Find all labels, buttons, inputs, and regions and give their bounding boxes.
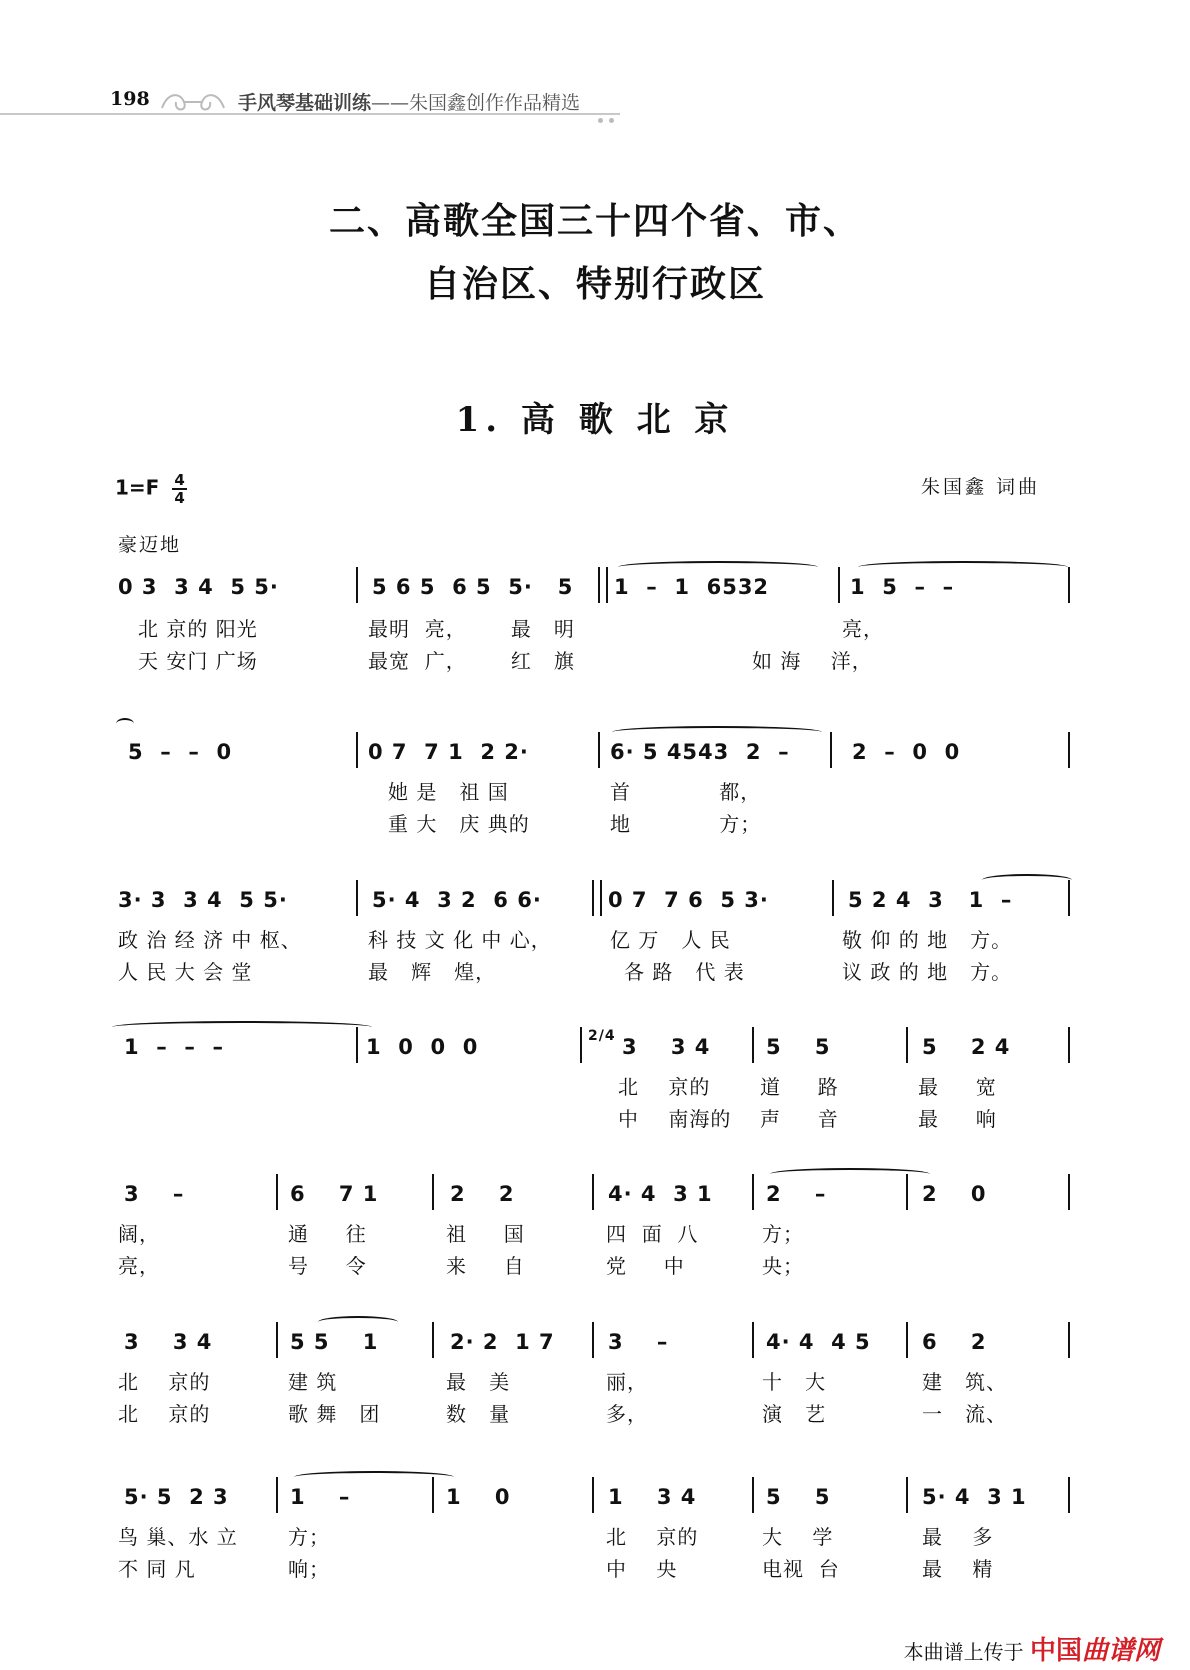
measure: 5 5 — [766, 1485, 831, 1509]
song-title: 1. 高 歌 北 京 — [455, 400, 735, 440]
measure: 5· 5 2 3 — [124, 1485, 229, 1509]
page-number: 198 — [110, 88, 150, 110]
main-title-line2: 自治区、特别行政区 — [423, 263, 766, 305]
measure: 5· 4 3 2 6 6· — [372, 888, 542, 912]
lyric-verse2: 党 中 — [606, 1254, 685, 1278]
slur — [318, 1316, 398, 1328]
slur — [618, 561, 818, 573]
lyric-verse1: 北 京的 — [618, 1075, 711, 1099]
barline — [1068, 1477, 1070, 1513]
lyric-verse2: 一 流、 — [922, 1402, 1008, 1426]
lyric-verse1: 最明 亮， 最 明 — [368, 617, 575, 641]
lyric-verse2: 中 南海的 — [618, 1107, 732, 1131]
lyric-verse1: 大 学 — [762, 1525, 834, 1549]
measure: 1 – – – — [124, 1035, 224, 1059]
lyric-verse1: 最 多 — [922, 1525, 994, 1549]
measure: 3 3 4 — [622, 1035, 711, 1059]
lyric-verse2: 不 同 凡 — [118, 1557, 196, 1581]
barline — [752, 1027, 754, 1063]
measure: 5 2 4 — [922, 1035, 1011, 1059]
barline — [432, 1174, 434, 1210]
barline — [592, 1322, 594, 1358]
measure: 3· 3 3 4 5 5· — [118, 888, 288, 912]
barline — [432, 1322, 434, 1358]
barline — [276, 1322, 278, 1358]
lyric-verse1: 道 路 — [760, 1075, 839, 1099]
main-title-line1: 二、高歌全国三十四个省、市、 — [328, 200, 861, 242]
lyric-verse1: 敬 仰 的 地 方。 — [842, 928, 1013, 952]
book-title — [238, 88, 580, 115]
book-subtitle: ——朱国鑫创作作品精选 — [371, 92, 581, 114]
barline — [906, 1477, 908, 1513]
lyric-verse2: 演 艺 — [762, 1402, 827, 1426]
lyric-verse1: 建 筑、 — [922, 1370, 1008, 1394]
lyric-verse2: 电视 台 — [762, 1557, 840, 1581]
lyric-verse1: 十 大 — [762, 1370, 827, 1394]
slur — [612, 726, 822, 738]
lyric-verse2: 数 量 — [446, 1402, 511, 1426]
barline — [1068, 1322, 1070, 1358]
measure: 5 2 4 3 1 – — [848, 888, 1013, 912]
lyric-verse1: 北 京的 — [118, 1370, 211, 1394]
lyric-verse1: 阔， — [118, 1222, 160, 1246]
measure: 6· 5 4543 2 – — [610, 740, 790, 764]
measure: 2 – — [766, 1182, 827, 1206]
measure: 4· 4 3 1 — [608, 1182, 713, 1206]
measure: 2 – 0 0 — [852, 740, 961, 764]
lyric-verse2: 号 令 — [288, 1254, 367, 1278]
measure: 5 6 5 6 5 5· 5 — [372, 575, 574, 599]
barline — [598, 732, 600, 768]
measure: 1 – 1 6532 — [614, 575, 770, 599]
measure: 4· 4 4 5 — [766, 1330, 871, 1354]
barline — [1068, 1174, 1070, 1210]
lyric-verse1: 丽， — [606, 1370, 648, 1394]
barline — [356, 567, 358, 603]
barline — [356, 732, 358, 768]
key-label: 1=F — [115, 475, 160, 500]
slur — [770, 1168, 930, 1180]
time-sig-bottom: 4 — [174, 489, 185, 507]
lyric-verse1: 最 宽 — [918, 1075, 997, 1099]
slur — [112, 1021, 372, 1033]
time-signature — [172, 472, 186, 506]
barline — [276, 1174, 278, 1210]
lyric-verse1: 方； — [288, 1525, 330, 1549]
barline — [1068, 567, 1070, 603]
slur — [294, 1471, 454, 1483]
barline — [906, 1027, 908, 1063]
slur — [982, 874, 1072, 886]
barline — [592, 1477, 594, 1513]
lyric-verse1: 亮， — [842, 617, 884, 641]
measure: 1 0 — [446, 1485, 511, 1509]
lyric-verse2: 天 安门 广场 — [138, 649, 258, 673]
measure: 5 – – 0 — [128, 740, 233, 764]
lyric-verse1: 首 都， — [610, 780, 762, 804]
slur — [116, 718, 134, 730]
lyric-verse1: 祖 国 — [446, 1222, 525, 1246]
barline — [598, 567, 600, 603]
time-sig-change: 2/4 — [588, 1028, 616, 1044]
measure: 2 0 — [922, 1182, 987, 1206]
measure: 0 3 3 4 5 5· — [118, 575, 279, 599]
measure: 5 5 — [766, 1035, 831, 1059]
lyric-verse2: 最 辉 煌， — [368, 960, 497, 984]
measure: 1 3 4 — [608, 1485, 697, 1509]
header-dots — [598, 108, 620, 127]
lyric-verse1: 她 是 祖 国 — [388, 780, 509, 804]
lyric-verse1: 通 往 — [288, 1222, 367, 1246]
barline — [600, 880, 602, 916]
lyric-verse2: 北 京的 — [118, 1402, 211, 1426]
measure: 3 – — [608, 1330, 669, 1354]
logo-brand: 中国 — [1029, 1636, 1082, 1666]
measure: 3 – — [124, 1182, 185, 1206]
lyric-verse1: 四 面 八 — [606, 1222, 699, 1246]
measure: 0 7 7 6 5 3· — [608, 888, 769, 912]
barline — [606, 567, 608, 603]
measure: 6 7 1 — [290, 1182, 379, 1206]
barline — [838, 567, 840, 603]
lyric-verse1: 方； — [762, 1222, 804, 1246]
lyric-verse2: 地 方； — [610, 812, 762, 836]
lyric-verse2: 中 央 — [606, 1557, 678, 1581]
lyric-verse2: 亮， — [118, 1254, 160, 1278]
book-title-main: 手风琴基础训练 — [238, 92, 372, 114]
barline — [276, 1477, 278, 1513]
time-sig-top: 4 — [174, 471, 185, 489]
lyric-verse1: 北 京的 阳光 — [138, 617, 258, 641]
lyric-verse1: 亿 万 人 民 — [610, 928, 731, 952]
measure: 5· 4 3 1 — [922, 1485, 1027, 1509]
slur — [858, 561, 1068, 573]
barline — [752, 1322, 754, 1358]
lyric-verse1: 建 筑 — [288, 1370, 338, 1394]
lyric-verse1: 科 技 文 化 中 心， — [368, 928, 552, 952]
footer-text: 本曲谱上传于 — [903, 1640, 1024, 1664]
author-credit: 朱国鑫 词曲 — [920, 476, 1040, 498]
measure: 1 – — [290, 1485, 351, 1509]
measure: 2 2 — [450, 1182, 515, 1206]
measure: 1 0 0 0 — [366, 1035, 479, 1059]
tempo-marking: 豪迈地 — [118, 534, 182, 556]
lyric-verse2: 最宽 广， 红 旗 — [368, 649, 575, 673]
lyric-verse2: 最 精 — [922, 1557, 994, 1581]
measure: 2· 2 1 7 — [450, 1330, 555, 1354]
lyric-verse2: 响； — [288, 1557, 330, 1581]
site-logo[interactable] — [1030, 1636, 1160, 1666]
measure: 0 7 7 1 2 2· — [368, 740, 529, 764]
barline — [752, 1174, 754, 1210]
measure: 1 5 – – — [850, 575, 955, 599]
measure: 5 5 1 — [290, 1330, 379, 1354]
lyric-verse2: 议 政 的 地 方。 — [842, 960, 1013, 984]
lyric-verse2: 如 海 洋， — [752, 649, 873, 673]
lyric-verse2: 来 自 — [446, 1254, 525, 1278]
lyric-verse2: 多， — [606, 1402, 648, 1426]
lyric-verse1: 鸟 巢、水 立 — [118, 1525, 238, 1549]
key-signature — [115, 472, 187, 506]
barline — [592, 880, 594, 916]
lyric-verse2: 人 民 大 会 堂 — [118, 960, 253, 984]
lyric-verse1: 北 京的 — [606, 1525, 699, 1549]
lyric-verse1: 最 美 — [446, 1370, 511, 1394]
barline — [356, 1027, 358, 1063]
measure: 3 3 4 — [124, 1330, 213, 1354]
lyric-verse2: 重 大 庆 典的 — [388, 812, 530, 836]
barline — [830, 732, 832, 768]
barline — [356, 880, 358, 916]
lyric-verse2: 歌 舞 团 — [288, 1402, 381, 1426]
barline — [1068, 1027, 1070, 1063]
barline — [752, 1477, 754, 1513]
lyric-verse2: 最 响 — [918, 1107, 997, 1131]
lyric-verse2: 各 路 代 表 — [624, 960, 745, 984]
footer-watermark — [904, 1630, 1160, 1667]
lyric-verse2: 央； — [762, 1254, 804, 1278]
lyric-verse1: 政 治 经 济 中 枢、 — [118, 928, 302, 952]
barline — [906, 1322, 908, 1358]
barline — [592, 1174, 594, 1210]
ornament-icon — [158, 84, 228, 114]
lyric-verse2: 声 音 — [760, 1107, 839, 1131]
barline — [1068, 732, 1070, 768]
measure: 6 2 — [922, 1330, 987, 1354]
barline — [832, 880, 834, 916]
logo-site: 曲谱网 — [1081, 1636, 1160, 1666]
barline — [580, 1027, 582, 1063]
